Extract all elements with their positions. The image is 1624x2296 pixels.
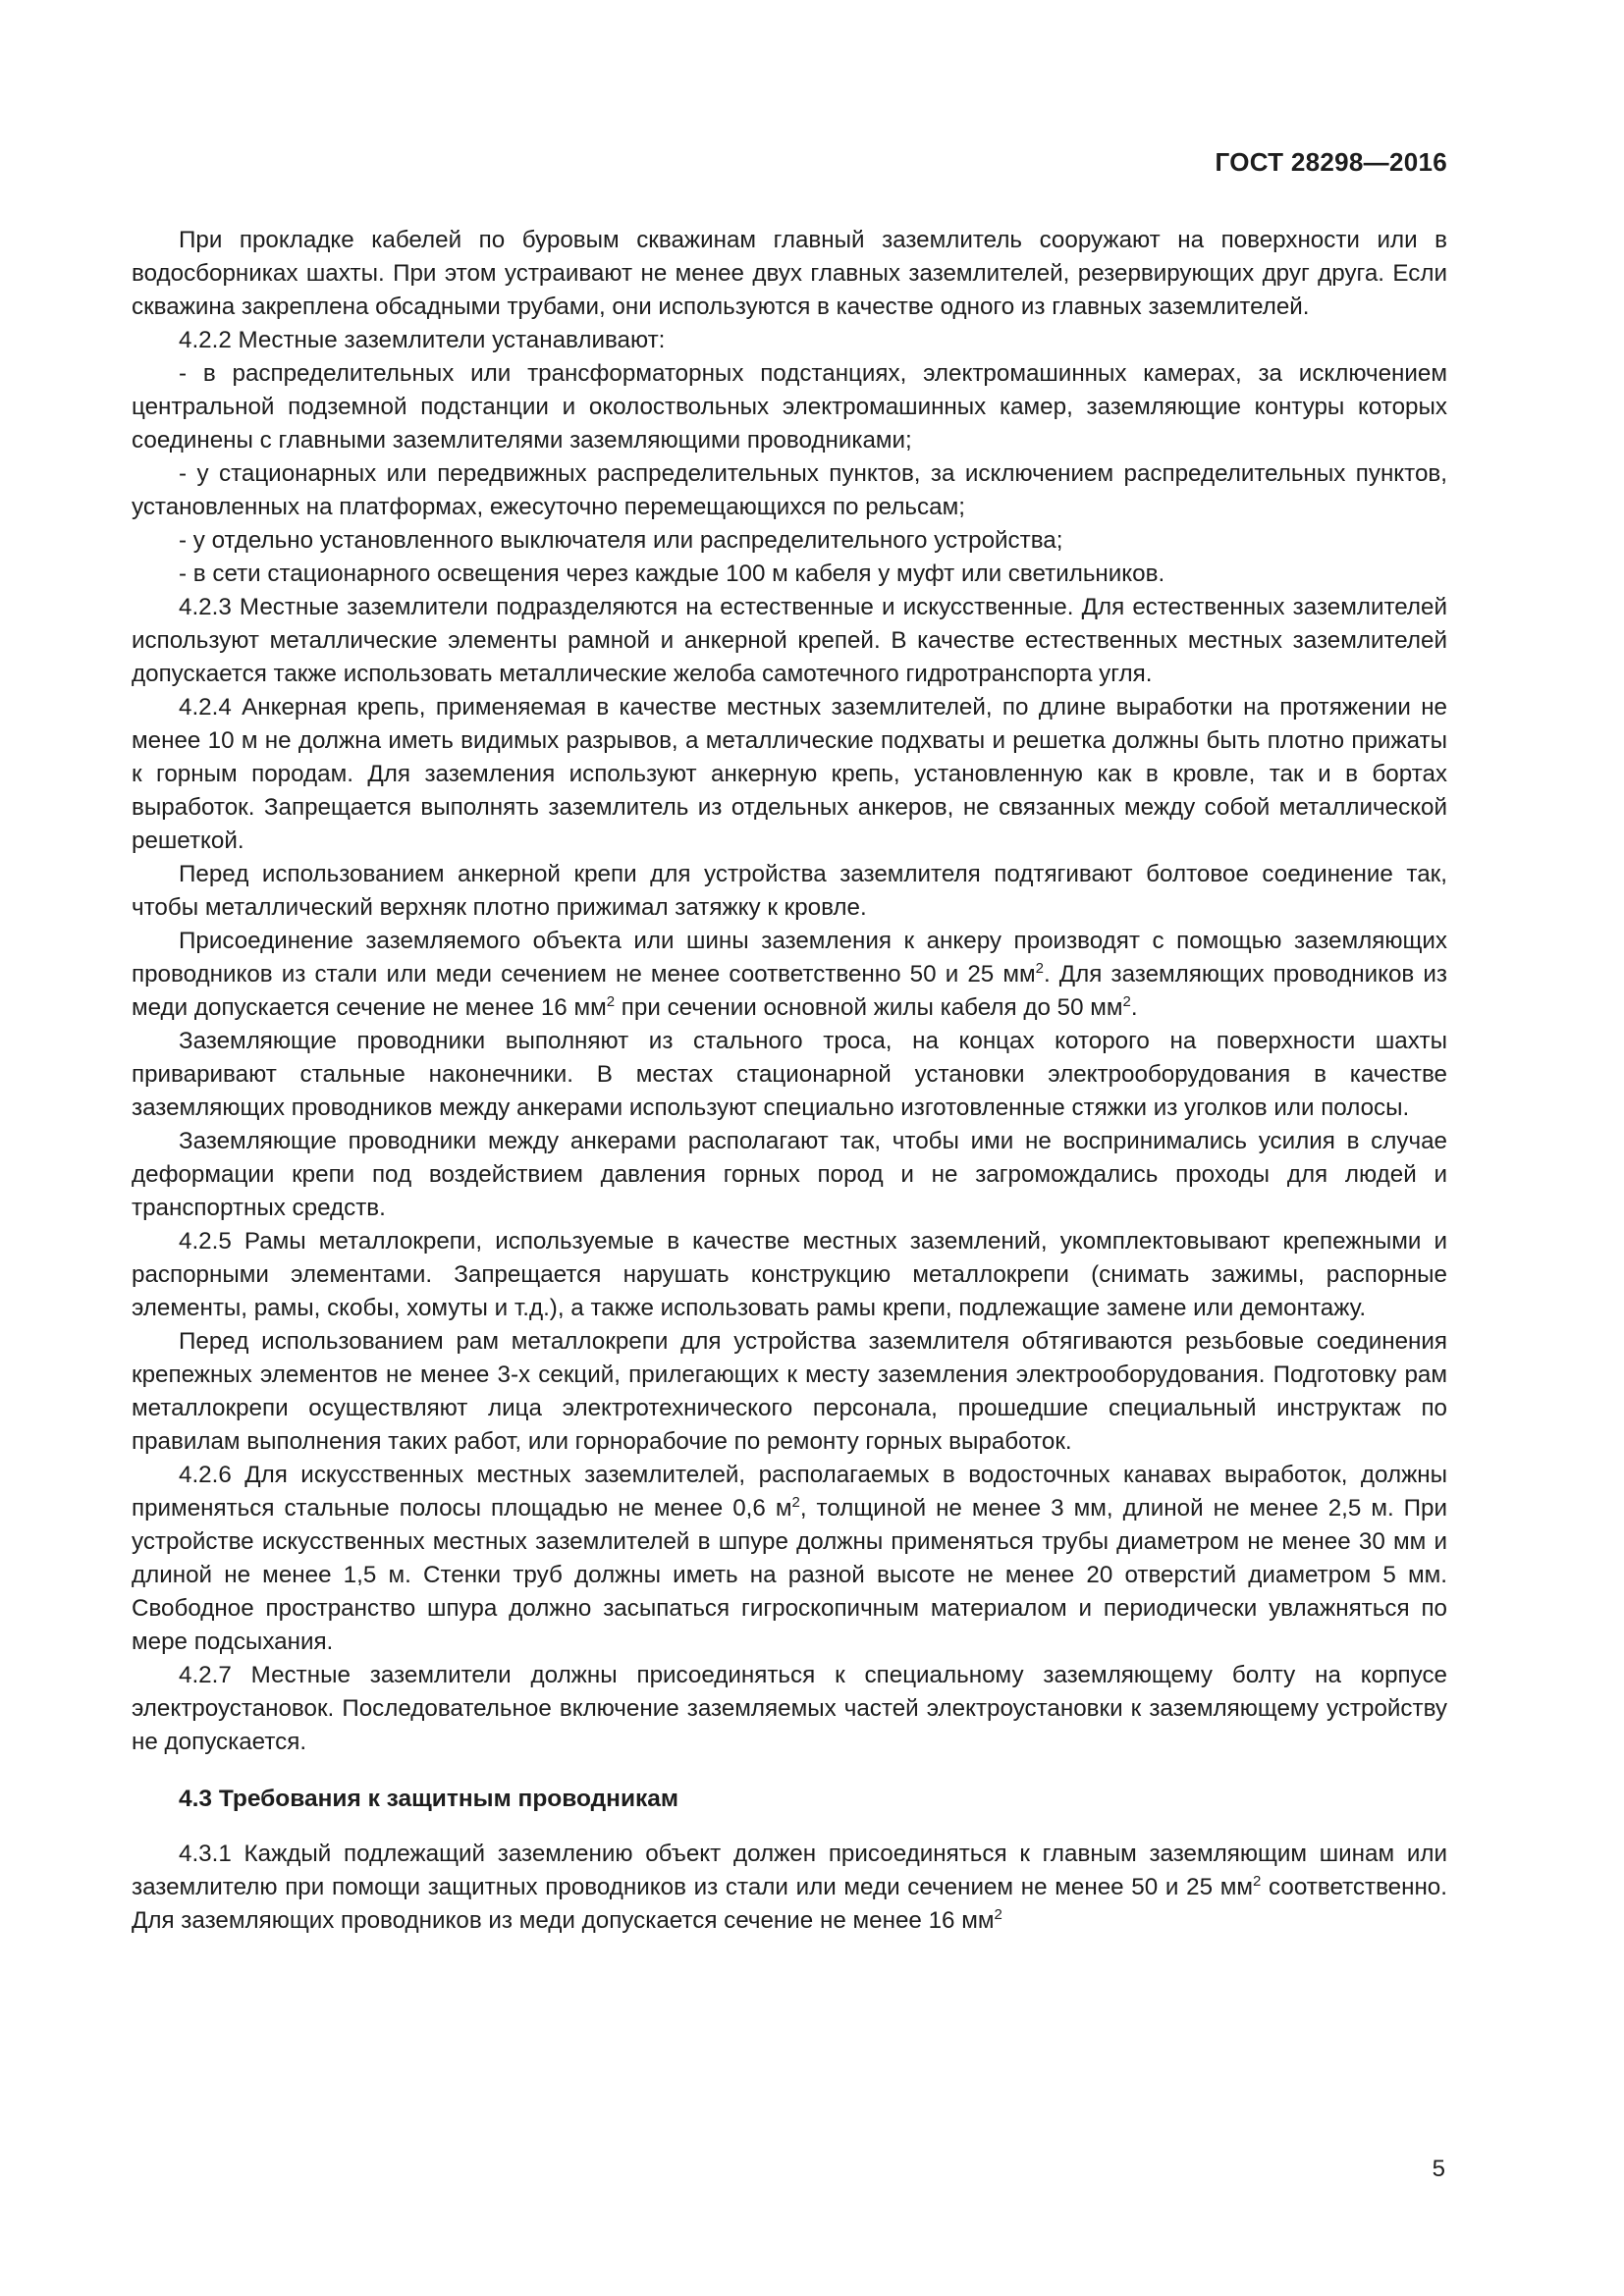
paragraph-steel-cable: Заземляющие проводники выполняют из стального троса, на концах которого на поверхности шахты приваривают стальные наконечники. В местах стационарной установки электрооборудования в качестве заземляющих проводников между анкерами используют специально изготовленные стяжки из уголков или полосы. <box>132 1028 1447 1121</box>
superscript: 2 <box>1122 993 1131 1010</box>
list-item-lighting: - в сети стационарного освещения через каждые 100 м кабеля у муфт или светильников. <box>179 561 1165 587</box>
text-run: при сечении основной жилы кабеля до 50 мм <box>615 994 1123 1021</box>
paragraph-4-2-2: 4.2.2 Местные заземлители устанавливают: <box>179 327 666 353</box>
page-number: 5 <box>1432 2156 1445 2182</box>
superscript: 2 <box>994 1906 1002 1923</box>
superscript: 2 <box>1253 1873 1262 1890</box>
paragraph-4-2-4: 4.2.4 Анкерная крепь, применяемая в качестве местных заземлителей, по длине выработки на протяжении не менее 10 м не должна иметь видимых разрывов, а металлические подхваты и решетка должны быть плотно прижаты к горным породам. Для заземления используют анкерную крепь, установленную как в кровле, так и в бортах выработок. Запрещается выполнять заземлитель из отдельных анкеров, не связанных между собой металлической решеткой. <box>132 694 1447 854</box>
paragraph-4-2-3: 4.2.3 Местные заземлители подразделяются на естественные и искусственные. Для естественных заземлителей используют металлические элементы рамной и анкерной крепей. В качестве естественных местных заземлителей допускается также использовать металлические желоба самотечного гидротранспорта угля. <box>132 594 1447 687</box>
paragraph-conductor-placement: Заземляющие проводники между анкерами располагают так, чтобы ими не воспринимались усилия в случае деформации крепи под воздействием давления горных пород и не загромождались проходы для людей и транспортных средств. <box>132 1128 1447 1221</box>
paragraph-frame-preparation: Перед использованием рам металлокрепи для устройства заземлителя обтягиваются резьбовые соединения крепежных элементов не менее 3-х секций, прилегающих к месту заземления электрооборудования. Подготовку рам металлокрепи осуществляют лица электротехнического персонала, прошедшие специальный инструктаж по правилам выполнения таких работ, или горнорабочие по ремонту горных выработок. <box>132 1328 1447 1455</box>
text-run: . <box>1130 994 1138 1021</box>
text-run: Присоединение заземляемого объекта или шины заземления к анкеру производят с помощью заземляющих проводников из стали или меди сечением не менее соответственно 50 и 25 мм <box>132 928 1447 988</box>
document-code-header: ГОСТ 28298—2016 <box>1215 147 1447 177</box>
superscript: 2 <box>791 1494 800 1511</box>
section-heading-4-3: 4.3 Требования к защитным проводникам <box>179 1786 679 1812</box>
superscript: 2 <box>606 993 616 1010</box>
superscript: 2 <box>1035 960 1044 977</box>
paragraph-4-3-1 <box>132 1838 1447 1938</box>
list-item-switch: - у отдельно установленного выключателя или распределительного устройства; <box>179 527 1063 554</box>
list-item-substations: - в распределительных или трансформаторных подстанциях, электромашинных камерах, за исключением центральной подземной подстанции и околоствольных электромашинных камер, заземляющие контуры которых соединены с главными заземлителями заземляющими проводниками; <box>132 360 1447 454</box>
paragraph-anchor-tightening: Перед использованием анкерной крепи для устройства заземлителя подтягивают болтовое соединение так, чтобы металлический верхняк плотно прижимал затяжку к кровле. <box>132 861 1447 921</box>
text-run: соответственно. Для заземляющих проводников из меди допускается сечение не менее 16 мм <box>132 1874 1447 1934</box>
text-run: , толщиной не менее 3 мм, длиной не менее 2,5 м. При устройстве искусственных местных заземлителей в шпуре должны применяться трубы диаметром не менее 30 мм и длиной не менее 1,5 м. Стенки труб должны иметь на разной высоте не менее 20 отверстий диаметром 5 мм. Свободное пространство шпура должно засыпаться гигроскопичным материалом и периодически увлажняться по мере подсыхания. <box>132 1495 1447 1655</box>
list-item-distribution-points: - у стационарных или передвижных распределительных пунктов, за исключением распределительных пунктов, установленных на платформах, ежесуточно перемещающихся по рельсам; <box>132 460 1447 520</box>
text-run: 4.3.1 Каждый подлежащий заземлению объект должен присоединяться к главным заземляющим шинам или заземлителю при помощи защитных проводников из стали или меди сечением не менее 50 и 25 мм <box>132 1841 1447 1900</box>
paragraph-4-2-6 <box>132 1459 1447 1659</box>
paragraph-4-2-5: 4.2.5 Рамы металлокрепи, используемые в качестве местных заземлений, укомплектовывают крепежными и распорными элементами. Запрещается нарушать конструкцию металлокрепи (снимать зажимы, распорные элементы, рамы, скобы, хомуты и т.д.), а также использовать рамы крепи, подлежащие замене или демонтажу. <box>132 1228 1447 1321</box>
document-body <box>132 224 1447 1938</box>
text-run: . Для заземляющих проводников из меди допускается сечение не менее 16 мм <box>132 961 1447 1021</box>
paragraph-grounding-conductors-section <box>132 925 1447 1025</box>
paragraph-borehole-grounding: При прокладке кабелей по буровым скважинам главный заземлитель сооружают на поверхности или в водосборниках шахты. При этом устраивают не менее двух главных заземлителей, резервирующих друг друга. Если скважина закреплена обсадными трубами, они используются в качестве одного из главных заземлителей. <box>132 227 1447 320</box>
paragraph-4-2-7: 4.2.7 Местные заземлители должны присоединяться к специальному заземляющему болту на корпусе электроустановок. Последовательное включение заземляемых частей электроустановки к заземляющему устройству не допускается. <box>132 1662 1447 1755</box>
text-run: 4.2.6 Для искусственных местных заземлителей, располагаемых в водосточных канавах выработок, должны применяться стальные полосы площадью не менее 0,6 м <box>132 1462 1447 1522</box>
